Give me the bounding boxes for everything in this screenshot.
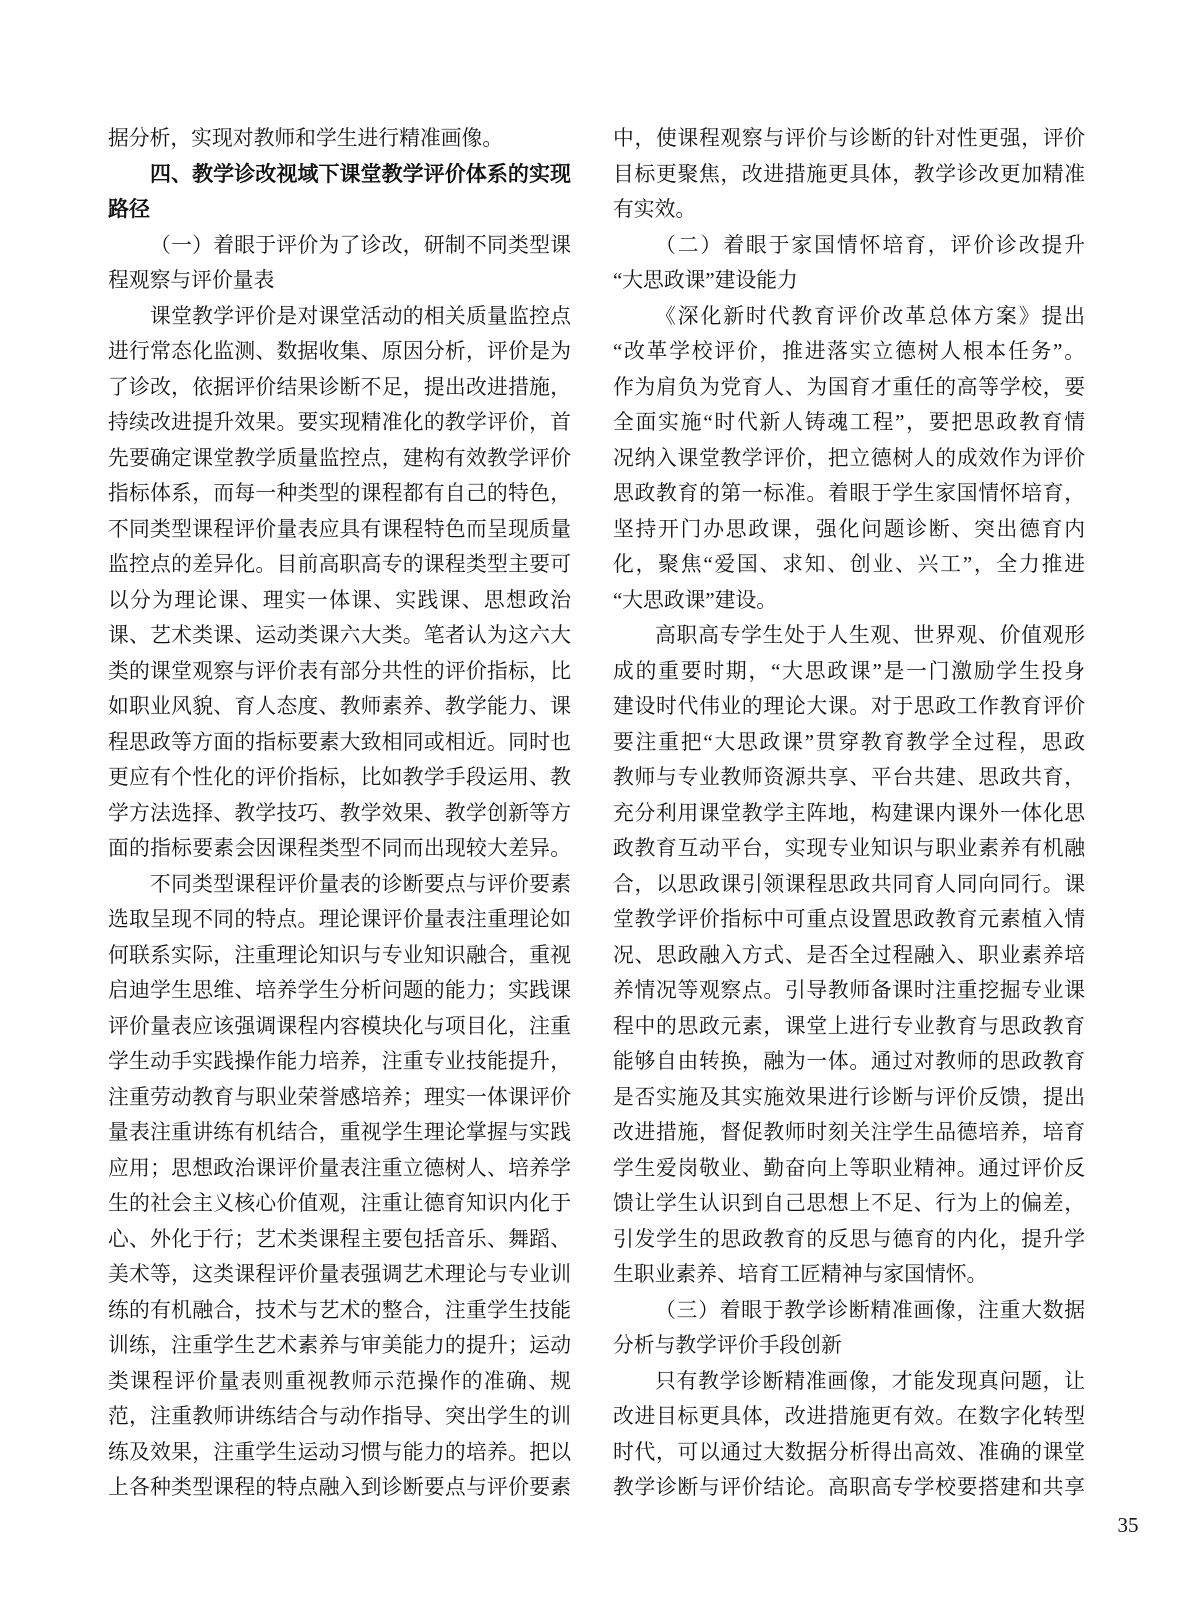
text-line: 先要确定课堂教学质量监控点，建构有效教学评价 [108,446,571,470]
text-line: 生的社会主义核心价值观，注重让德育知识内化于 [108,1192,571,1215]
text-line: 评价量表应该强调课程内容模块化与项目化，注重 [108,1014,571,1038]
text-line: 范，注重教师讲练结合与动作指导、突出学生的训 [108,1405,571,1428]
text-line: 时代，可以通过大数据分析得出高效、准确的课堂 [613,1440,1085,1464]
text-line: （三）着眼于教学诊断精准画像，注重大数据 [655,1298,1085,1322]
right-column [613,121,1085,1506]
text-line: 政教育互动平台，实现专业知识与职业素养有机融 [613,837,1085,860]
text-line: 了诊改，依据评价结果诊断不足，提出改进措施， [108,375,571,399]
text-line: 充分利用课堂教学主阵地，构建课内课外一体化思 [613,801,1085,825]
text-line: 全面实施“时代新人铸魂工程”，要把思政教育情 [613,411,1085,434]
text-line: 生职业素养、培育工匠精神与家国情怀。 [613,1263,988,1286]
text-line: 堂教学评价指标中可重点设置思政教育元素植入情 [613,908,1085,931]
text-line: 选取呈现不同的特点。理论课评价量表注重理论如 [108,908,571,931]
text-line: 作为肩负为党育人、为国育才重任的高等学校，要 [613,375,1085,399]
text-line: 化，聚焦“爱国、求知、创业、兴工”，全力推进 [613,553,1085,576]
text-line: “大思政课”建设。 [613,588,778,612]
text-line: 进行常态化监测、数据收集、原因分析，评价是为 [108,340,571,363]
text-line: 要注重把“大思政课”贯穿教育教学全过程，思政 [613,730,1085,754]
text-line: 练的有机融合，技术与艺术的整合，注重学生技能 [108,1298,571,1322]
text-line: 成的重要时期，“大思政课”是一门激励学生投身 [613,659,1085,683]
text-line: 思政教育的第一标准。着眼于学生家国情怀培育， [613,482,1085,505]
text-line: 改进目标更具体，改进措施更有效。在数字化转型 [613,1405,1085,1428]
text-line: 有实效。 [613,198,697,221]
text-line: 启迪学生思维、培养学生分析问题的能力；实践课 [108,979,571,1002]
text-line: 上各种类型课程的特点融入到诊断要点与评价要素 [108,1476,571,1499]
page-content [108,121,1085,1506]
text-line: 心、外化于行；艺术类课程主要包括音乐、舞蹈、 [108,1227,571,1251]
text-line: 况、思政融入方式、是否全过程融入、职业素养培 [613,943,1085,967]
text-line: 目标更聚焦，改进措施更具体，教学诊改更加精准 [613,162,1085,186]
text-line: 更应有个性化的评价指标，比如教学手段运用、教 [108,766,571,789]
text-line: 美术等，这类课程评价量表强调艺术理论与专业训 [108,1263,571,1286]
left-column [108,121,571,1506]
page-number: 35 [1117,1513,1139,1537]
text-line: 分析与教学评价手段创新 [613,1334,842,1357]
text-line: 何联系实际，注重理论知识与专业知识融合，重视 [108,943,571,967]
text-line: 高职高专学生处于人生观、世界观、价值观形 [655,624,1085,647]
text-line: 程中的思政元素，课堂上进行专业教育与思政教育 [613,1014,1085,1038]
text-line: 只有教学诊断精准画像，才能发现真问题，让 [655,1369,1085,1393]
text-line: 以分为理论课、理实一体课、实践课、思想政治 [108,588,571,612]
text-line: 合，以思政课引领课程思政共同育人同向同行。课 [613,872,1085,896]
text-line: 量表注重讲练有机结合，重视学生理论掌握与实践 [108,1121,571,1144]
text-line: 学方法选择、教学技巧、教学效果、教学创新等方 [108,801,571,825]
text-line: “大思政课”建设能力 [613,269,798,292]
text-line: （一）着眼于评价为了诊改，研制不同类型课 [150,233,571,257]
text-line: 监控点的差异化。目前高职高专的课程类型主要可 [108,553,571,576]
text-line: 如职业风貌、育人态度、教师素养、教学能力、课 [108,695,571,718]
text-line: 课堂教学评价是对课堂活动的相关质量监控点 [150,304,571,328]
text-line: 况纳入课堂教学评价，把立德树人的成效作为评价 [613,446,1085,470]
text-line: 指标体系，而每一种类型的课程都有自己的特色， [108,482,571,505]
text-line: 程观察与评价量表 [108,269,275,292]
text-line: 类的课堂观察与评价表有部分共性的评价指标，比 [108,659,571,683]
text-line: 坚持开门办思政课，强化问题诊断、突出德育内 [613,517,1085,541]
text-line: 教学诊断与评价结论。高职高专学校要搭建和共享 [613,1476,1085,1499]
text-line: 据分析，实现对教师和学生进行精准画像。 [108,127,504,150]
text-line: 课、艺术类课、运动类课六大类。笔者认为这六大 [108,624,571,647]
text-line: 养情况等观察点。引导教师备课时注重挖掘专业课 [613,979,1085,1002]
text-line: 中，使课程观察与评价与诊断的针对性更强，评价 [613,127,1085,150]
text-line: 应用；思想政治课评价量表注重立德树人、培养学 [108,1156,571,1180]
text-line: 学生爱岗敬业、勤奋向上等职业精神。通过评价反 [613,1156,1085,1180]
text-line: 四、教学诊改视域下课堂教学评价体系的实现 [150,162,571,186]
text-line: “改革学校评价，推进落实立德树人根本任务”。 [613,340,1085,363]
text-line: 馈让学生认识到自己思想上不足、行为上的偏差， [613,1192,1085,1215]
text-line: 持续改进提升效果。要实现精准化的教学评价，首 [108,411,571,434]
text-line: 路径 [108,198,150,221]
text-line: 是否实施及其实施效果进行诊断与评价反馈，提出 [613,1085,1085,1109]
text-line: 能够自由转换，融为一体。通过对教师的思政教育 [613,1050,1085,1073]
text-line: 不同类型课程评价量表的诊断要点与评价要素 [150,872,571,896]
text-line: 训练，注重学生艺术素养与审美能力的提升；运动 [108,1334,571,1357]
text-line: 建设时代伟业的理论大课。对于思政工作教育评价 [613,695,1085,718]
text-line: 面的指标要素会因课程类型不同而出现较大差异。 [108,837,571,860]
text-line: 练及效果，注重学生运动习惯与能力的培养。把以 [108,1440,571,1464]
text-line: 程思政等方面的指标要素大致相同或相近。同时也 [108,730,571,754]
text-line: 学生动手实践操作能力培养，注重专业技能提升， [108,1050,571,1073]
text-line: 类课程评价量表则重视教师示范操作的准确、规 [108,1369,571,1393]
text-line: 改进措施，督促教师时刻关注学生品德培养，培育 [613,1121,1085,1144]
text-line: 教师与专业教师资源共享、平台共建、思政共育， [613,766,1085,789]
text-line: 引发学生的思政教育的反思与德育的内化，提升学 [613,1227,1085,1251]
text-line: 不同类型课程评价量表应具有课程特色而呈现质量 [108,517,571,541]
text-line: （二）着眼于家国情怀培育，评价诊改提升 [655,233,1085,257]
text-line: 注重劳动教育与职业荣誉感培养；理实一体课评价 [108,1085,571,1109]
text-line: 《深化新时代教育评价改革总体方案》提出 [655,304,1085,328]
